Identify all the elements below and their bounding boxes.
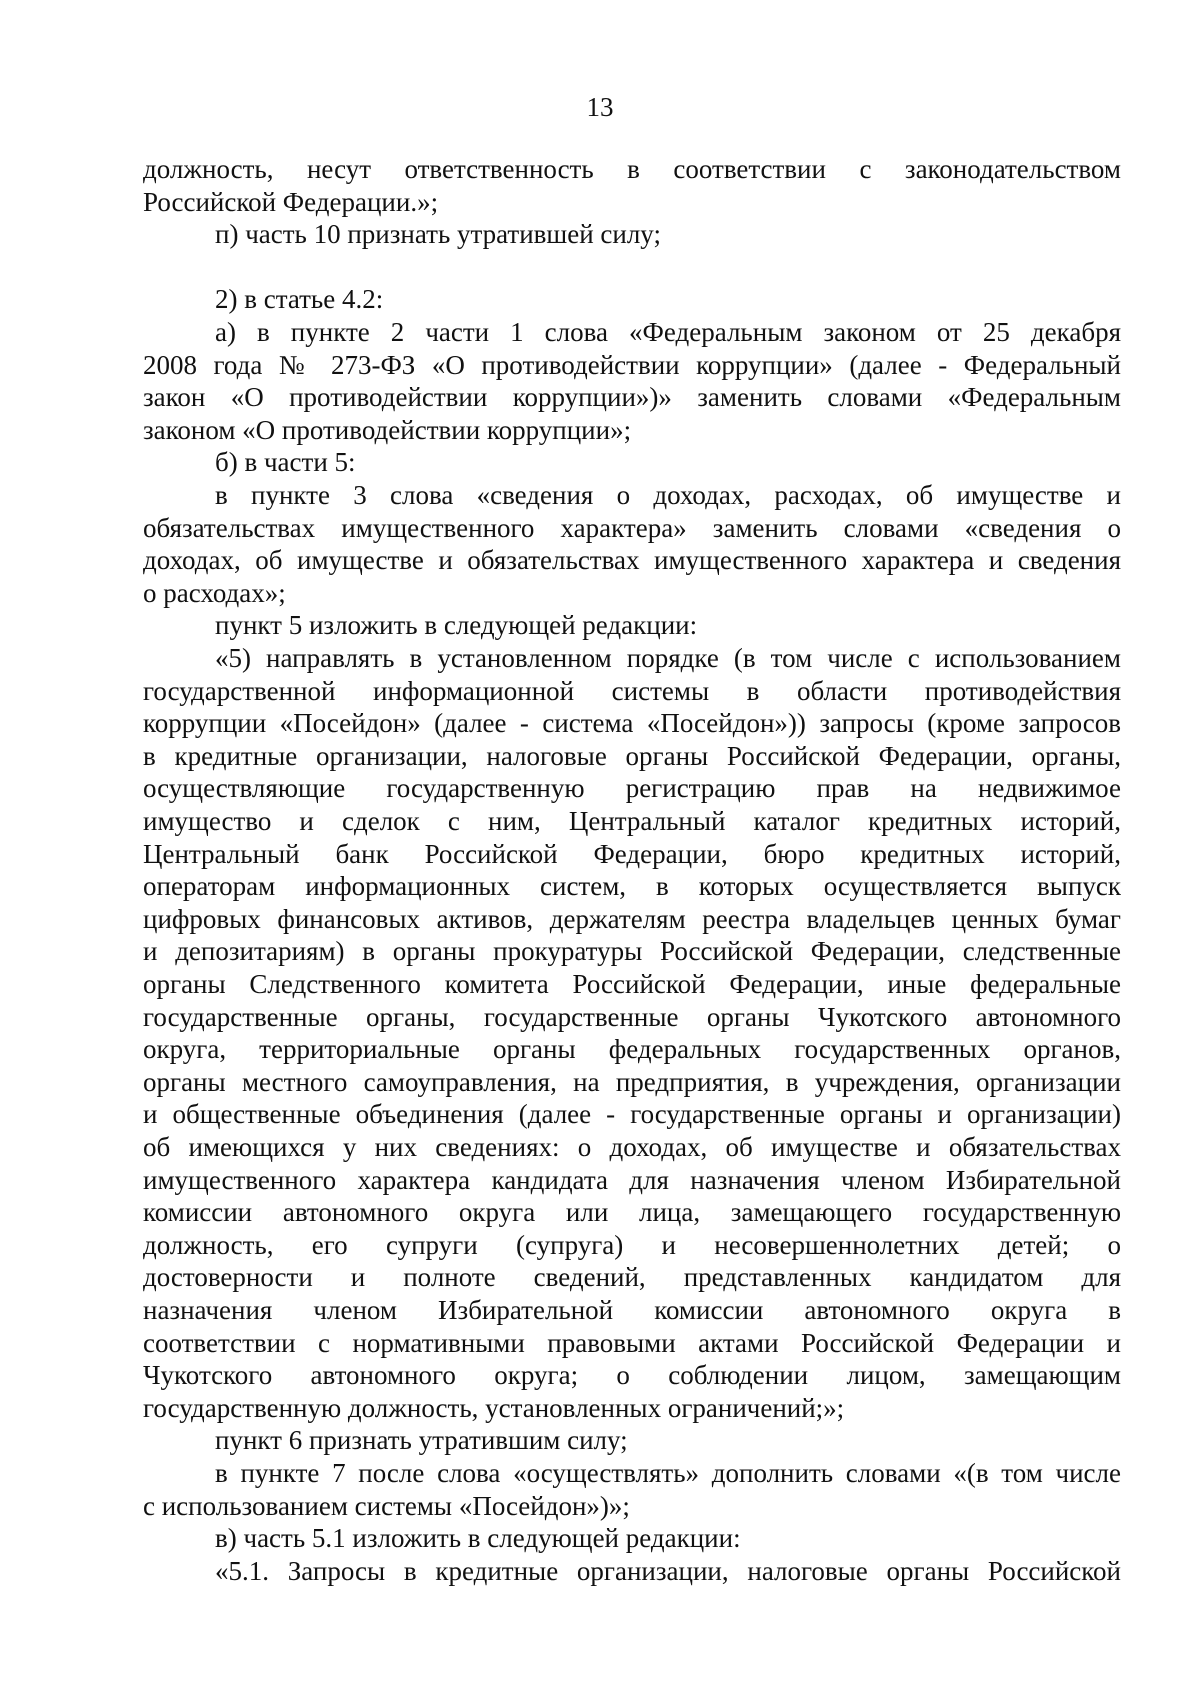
text-line: а) в пункте 2 части 1 слова «Федеральным законом от 25 декабря bbox=[215, 317, 1121, 347]
text-line: законом «О противодействии коррупции»; bbox=[143, 414, 632, 445]
text-line: Российской Федерации.»; bbox=[143, 186, 439, 217]
text-line: и общественные объединения (далее - государственные органы и организации) bbox=[143, 1099, 1121, 1130]
text-line: обязательствах имущественного характера» заменить словами «сведения о bbox=[143, 512, 1121, 543]
text-line: пункт 6 признать утратившим силу; bbox=[215, 1425, 628, 1456]
text-line: об имеющихся у них сведениях: о доходах, об имуществе и обязательствах bbox=[143, 1132, 1121, 1162]
text-line: соответствии с нормативными правовыми актами Российской Федерации и bbox=[143, 1327, 1121, 1358]
text-line: доходах, об имуществе и обязательствах имущественного характера и сведения bbox=[143, 545, 1121, 576]
text-line: в кредитные организации, налоговые органы Российской Федерации, органы, bbox=[143, 740, 1121, 771]
text-line: государственные органы, государственные органы Чукотского автономного bbox=[143, 1001, 1121, 1032]
text-line: п) часть 10 признать утратившей силу; bbox=[215, 219, 661, 250]
text-line: Центральный банк Российской Федерации, бюро кредитных историй, bbox=[143, 838, 1121, 869]
text-line: Чукотского автономного округа; о соблюдении лицом, замещающим bbox=[143, 1360, 1121, 1391]
text-line: в пункте 7 после слова «осуществлять» дополнить словами «(в том числе bbox=[215, 1458, 1121, 1488]
text-line: государственную должность, установленных ограничений;»; bbox=[143, 1392, 845, 1423]
text-line: имущественного характера кандидата для назначения членом Избирательной bbox=[143, 1164, 1121, 1195]
text-line: 2) в статье 4.2: bbox=[215, 284, 384, 315]
text-line: 2008 года № 273-ФЗ «О противодействии коррупции» (далее - Федеральный bbox=[143, 349, 1121, 380]
text-line: государственной информационной системы в области противодействия bbox=[143, 675, 1121, 706]
text-line: имущество и сделок с ним, Центральный каталог кредитных историй, bbox=[143, 806, 1121, 836]
text-line: достоверности и полноте сведений, представленных кандидатом для bbox=[143, 1262, 1121, 1293]
text-line: б) в части 5: bbox=[215, 447, 356, 478]
text-line: коррупции «Посейдон» (далее - система «Посейдон»)) запросы (кроме запросов bbox=[143, 708, 1121, 739]
text-line: должность, несут ответственность в соответствии с законодательством bbox=[143, 154, 1121, 184]
text-line: округа, территориальные органы федеральных государственных органов, bbox=[143, 1034, 1121, 1065]
text-line: операторам информационных систем, в которых осуществляется выпуск bbox=[143, 871, 1121, 902]
text-line: закон «О противодействии коррупции»)» заменить словами «Федеральным bbox=[143, 382, 1121, 413]
text-line: с использованием системы «Посейдон»)»; bbox=[143, 1490, 630, 1521]
page-number: 13 bbox=[586, 92, 614, 122]
text-line: назначения членом Избирательной комиссии автономного округа в bbox=[143, 1295, 1121, 1325]
text-line: пункт 5 изложить в следующей редакции: bbox=[215, 610, 698, 641]
text-line: о расходах»; bbox=[143, 577, 286, 608]
text-line: органы местного самоуправления, на предприятия, в учреждения, организации bbox=[143, 1066, 1121, 1097]
text-line: должность, его супруги (супруга) и несовершеннолетних детей; о bbox=[143, 1229, 1121, 1260]
text-line: в пункте 3 слова «сведения о доходах, расходах, об имуществе и bbox=[215, 480, 1121, 510]
text-line: в) часть 5.1 изложить в следующей редакции: bbox=[215, 1523, 741, 1554]
text-line: органы Следственного комитета Российской Федерации, иные федеральные bbox=[143, 969, 1121, 999]
text-line: комиссии автономного округа или лица, замещающего государственную bbox=[143, 1197, 1121, 1228]
text-line: осуществляющие государственную регистрацию прав на недвижимое bbox=[143, 773, 1121, 804]
text-line: цифровых финансовых активов, держателям реестра владельцев ценных бумаг bbox=[143, 903, 1121, 934]
text-line: и депозитариям) в органы прокуратуры Российской Федерации, следственные bbox=[143, 936, 1121, 967]
text-line: «5) направлять в установленном порядке (в том числе с использованием bbox=[215, 643, 1121, 673]
text-line: «5.1. Запросы в кредитные организации, налоговые органы Российской bbox=[215, 1555, 1121, 1586]
